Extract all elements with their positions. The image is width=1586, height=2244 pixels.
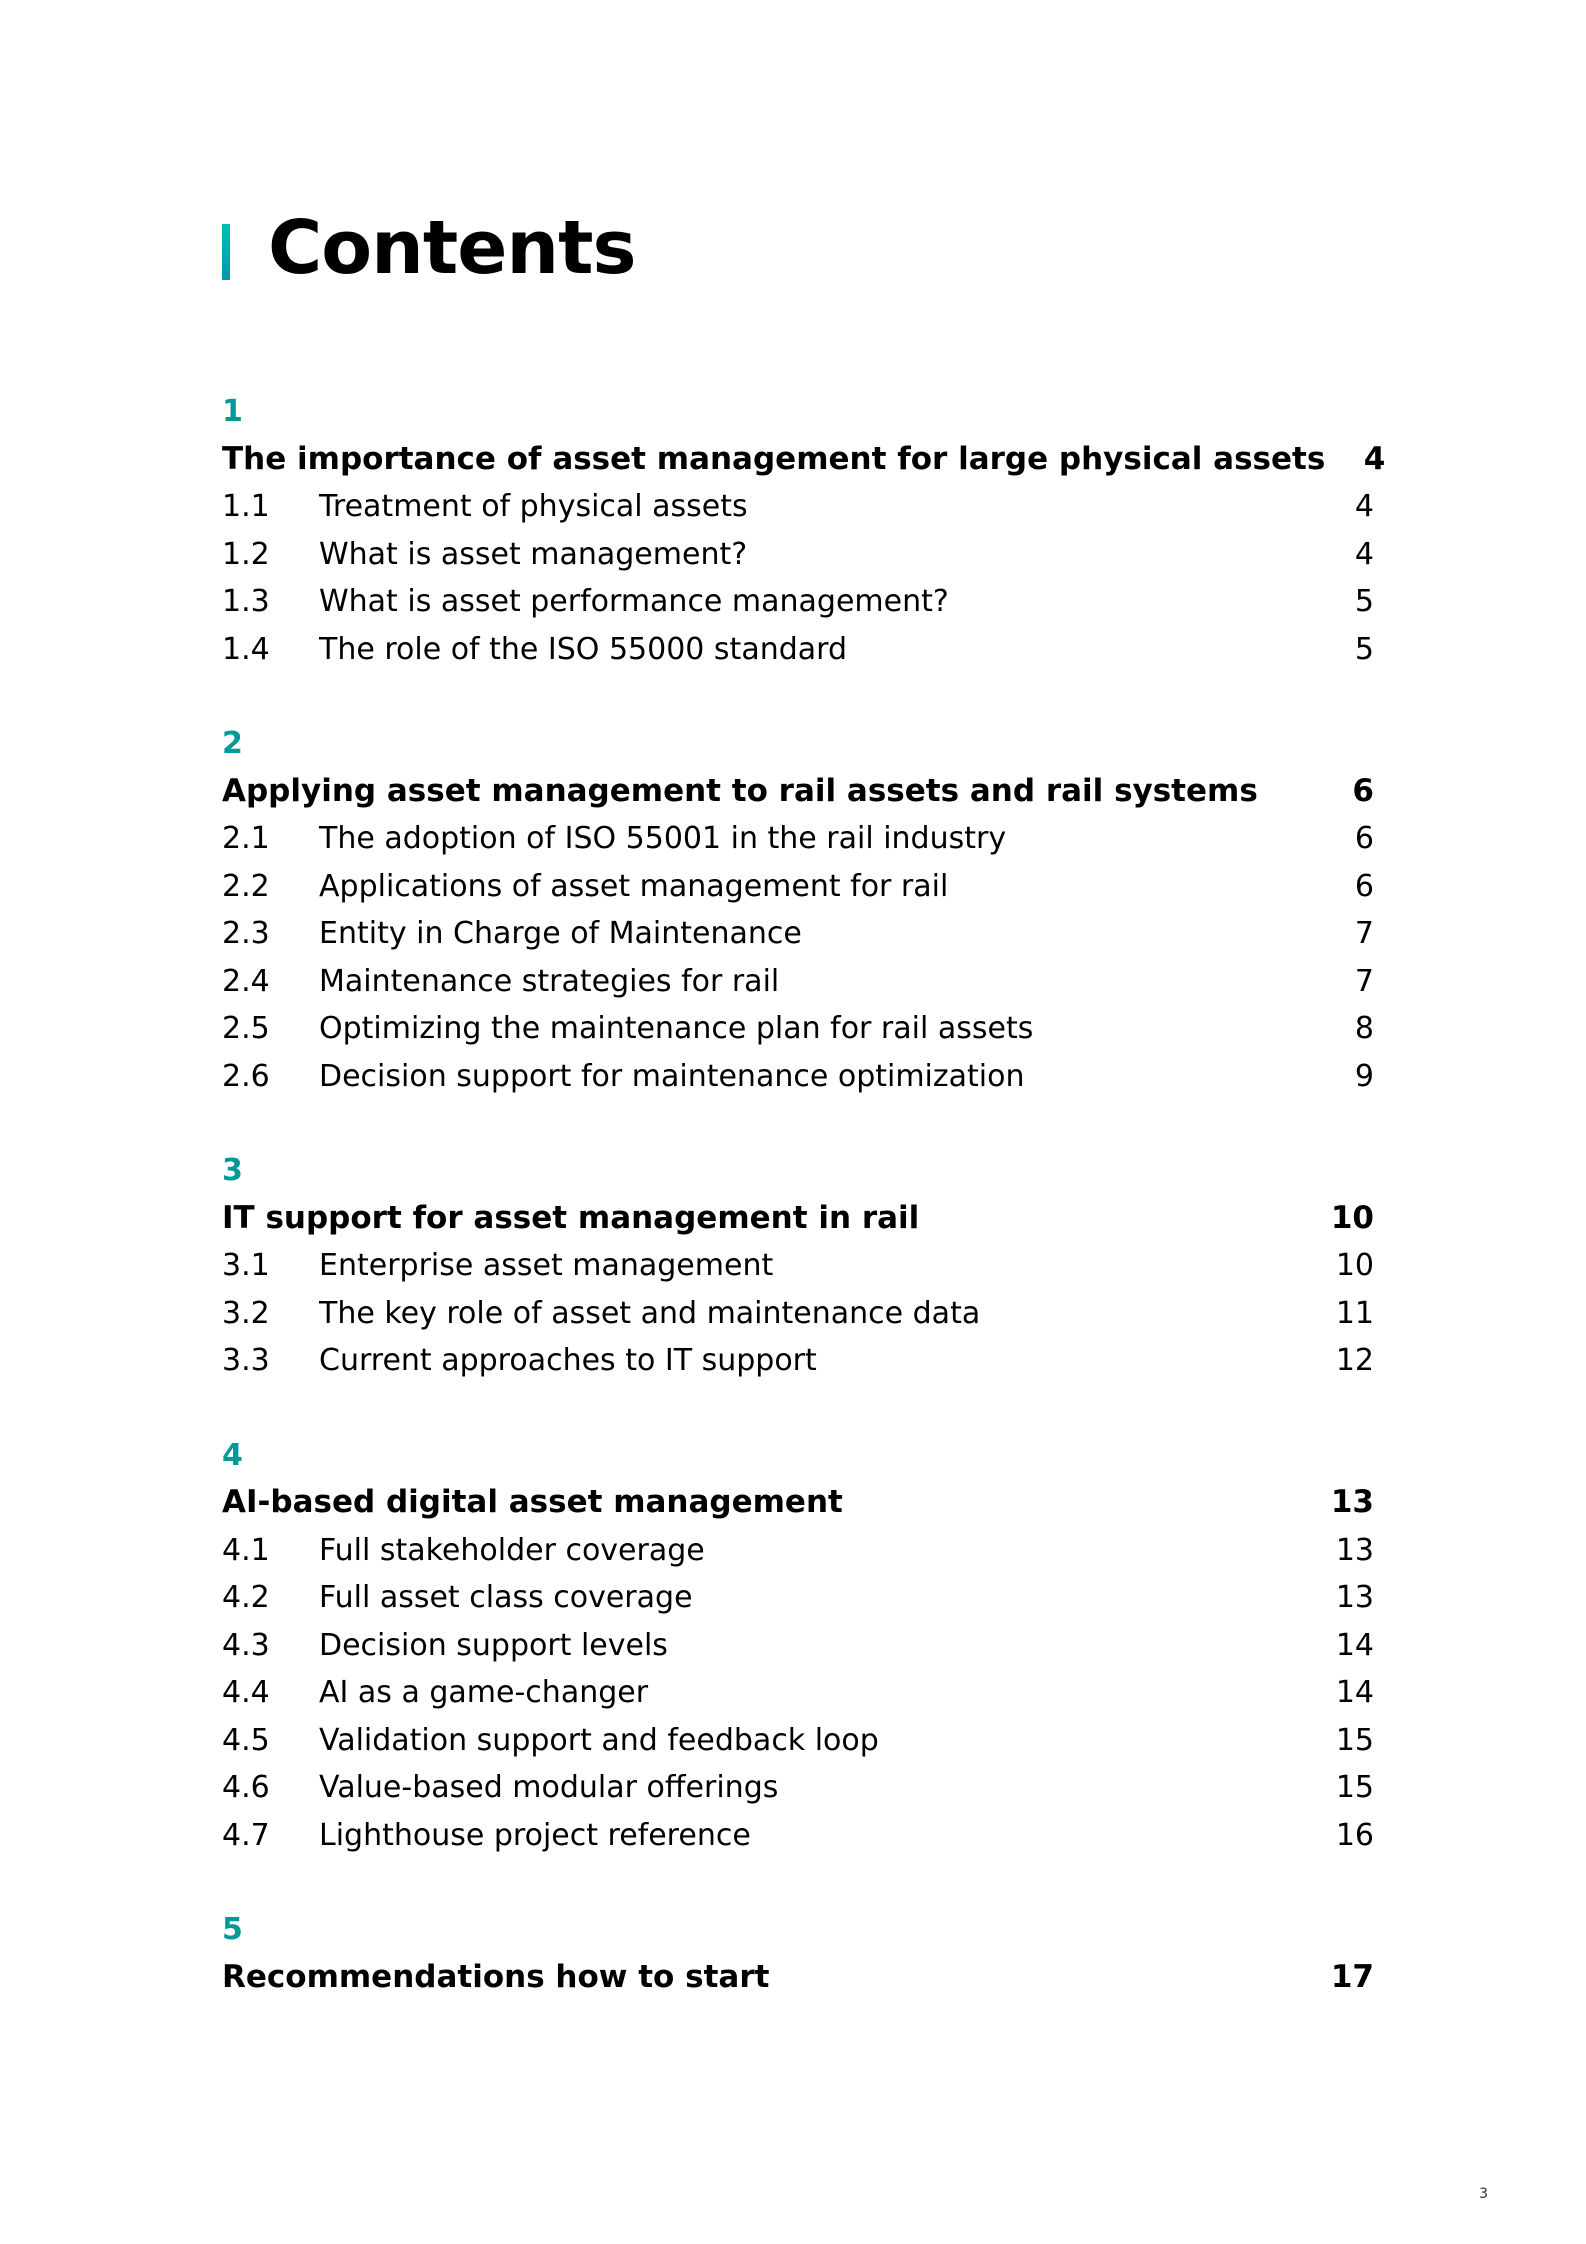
entry-number: 1.1 <box>222 489 270 524</box>
toc-entry[interactable] <box>222 1622 1374 1670</box>
entry-page-number: 13 <box>1335 1580 1374 1615</box>
entry-number: 4.7 <box>222 1817 270 1853</box>
entry-page-number: 12 <box>1335 1343 1374 1378</box>
toc-entry[interactable] <box>222 531 1374 579</box>
section-heading-row[interactable] <box>222 768 1374 816</box>
entry-page-number: 8 <box>1354 1011 1374 1046</box>
entry-page-number: 9 <box>1354 1058 1374 1094</box>
entry-number: 2.5 <box>222 1011 270 1046</box>
toc-section-1 <box>222 388 1386 673</box>
section-number: 3 <box>222 1153 243 1188</box>
entry-label: Applications of asset management for rail <box>319 868 949 904</box>
section-number: 4 <box>222 1437 243 1473</box>
entry-page-number: 15 <box>1335 1722 1374 1758</box>
entry-label: Full stakeholder coverage <box>319 1532 705 1568</box>
toc-section-3 <box>222 1147 1374 1385</box>
entry-label: Treatment of physical assets <box>319 489 748 524</box>
toc-entry[interactable] <box>222 1717 1374 1765</box>
toc-entry[interactable] <box>222 626 1374 674</box>
entry-label: Enterprise asset management <box>319 1248 774 1283</box>
section-page-number: 13 <box>1330 1484 1374 1520</box>
section-page-number: 6 <box>1352 772 1374 809</box>
entry-page-number: 6 <box>1354 868 1374 904</box>
toc-entry[interactable] <box>222 1005 1374 1053</box>
entry-number: 4.5 <box>222 1722 270 1758</box>
contents-header <box>222 205 636 291</box>
entry-number: 1.3 <box>222 584 270 619</box>
toc-entry[interactable] <box>222 1764 1374 1812</box>
entry-page-number: 7 <box>1354 963 1374 999</box>
section-page-number: 17 <box>1330 1958 1374 1995</box>
entry-number: 3.3 <box>222 1343 270 1378</box>
entry-number: 2.2 <box>222 868 270 904</box>
entry-label: Validation support and feedback loop <box>319 1722 879 1758</box>
entry-label: What is asset performance management? <box>319 584 949 619</box>
entry-number: 3.2 <box>222 1295 270 1331</box>
section-number: 1 <box>222 394 243 429</box>
toc-entry[interactable] <box>222 1242 1374 1290</box>
entry-label: The adoption of ISO 55001 in the rail industry <box>319 821 1007 856</box>
section-heading-row[interactable] <box>222 1954 1374 2002</box>
toc-section-5 <box>222 1906 1374 2001</box>
entry-number: 2.4 <box>222 963 270 999</box>
section-heading-row[interactable] <box>222 1195 1374 1243</box>
toc-section-2 <box>222 720 1374 1100</box>
entry-label: Entity in Charge of Maintenance <box>319 916 802 951</box>
toc-entry[interactable] <box>222 910 1374 958</box>
entry-label: What is asset management? <box>319 536 748 572</box>
entry-page-number: 10 <box>1335 1248 1374 1283</box>
section-heading: Recommendations how to start <box>222 1958 770 1995</box>
entry-label: The role of the ISO 55000 standard <box>319 631 847 667</box>
section-heading: AI-based digital asset management <box>222 1484 843 1520</box>
section-page-number: 10 <box>1330 1199 1374 1236</box>
entry-page-number: 14 <box>1335 1627 1374 1663</box>
entry-label: Maintenance strategies for rail <box>319 963 780 999</box>
entry-number: 2.3 <box>222 916 270 951</box>
entry-number: 4.3 <box>222 1627 270 1663</box>
entry-number: 1.2 <box>222 536 270 572</box>
entry-label: Optimizing the maintenance plan for rail assets <box>319 1011 1034 1046</box>
entry-number: 2.1 <box>222 821 270 856</box>
entry-page-number: 5 <box>1354 631 1374 667</box>
entry-page-number: 13 <box>1335 1532 1374 1568</box>
entry-page-number: 5 <box>1354 584 1374 619</box>
entry-number: 3.1 <box>222 1248 270 1283</box>
toc-entry[interactable] <box>222 1290 1374 1338</box>
entry-number: 4.6 <box>222 1770 270 1805</box>
entry-page-number: 14 <box>1335 1675 1374 1710</box>
accent-bar <box>222 224 230 280</box>
section-heading: Applying asset management to rail assets and rail systems <box>222 772 1258 809</box>
entry-label: AI as a game-changer <box>319 1675 649 1710</box>
entry-number: 4.4 <box>222 1675 270 1710</box>
toc-entry[interactable] <box>222 815 1374 863</box>
page-folio: 3 <box>1479 2186 1488 2202</box>
toc-entry[interactable] <box>222 1669 1374 1717</box>
toc-entry[interactable] <box>222 958 1374 1006</box>
entry-page-number: 4 <box>1354 536 1374 572</box>
entry-label: Full asset class coverage <box>319 1580 693 1615</box>
section-heading: IT support for asset management in rail <box>222 1199 920 1236</box>
section-number: 5 <box>222 1912 243 1947</box>
entry-label: Value-based modular offerings <box>319 1770 779 1805</box>
entry-page-number: 11 <box>1335 1295 1374 1331</box>
entry-page-number: 15 <box>1335 1770 1374 1805</box>
toc-entry[interactable] <box>222 483 1374 531</box>
entry-page-number: 4 <box>1354 489 1374 524</box>
entry-page-number: 6 <box>1354 821 1374 856</box>
entry-label: Lighthouse project reference <box>319 1817 751 1853</box>
entry-number: 1.4 <box>222 631 270 667</box>
toc-entry[interactable] <box>222 1053 1374 1101</box>
entry-label: Current approaches to IT support <box>319 1343 817 1378</box>
section-heading-row[interactable] <box>222 436 1386 484</box>
toc-section-4 <box>222 1432 1374 1860</box>
entry-number: 4.1 <box>222 1532 270 1568</box>
entry-number: 2.6 <box>222 1058 270 1094</box>
toc-entry[interactable] <box>222 578 1374 626</box>
page-title: Contents <box>268 205 636 291</box>
toc-entry[interactable] <box>222 863 1374 911</box>
table-of-contents <box>222 388 1386 2048</box>
section-heading: The importance of asset management for large physical assets <box>222 440 1326 477</box>
entry-label: Decision support for maintenance optimization <box>319 1058 1025 1094</box>
entry-number: 4.2 <box>222 1580 270 1615</box>
toc-entry[interactable] <box>222 1574 1374 1622</box>
toc-entry[interactable] <box>222 1812 1374 1860</box>
section-page-number: 4 <box>1363 440 1386 477</box>
entry-label: The key role of asset and maintenance data <box>319 1295 981 1331</box>
entry-page-number: 7 <box>1354 916 1374 951</box>
entry-label: Decision support levels <box>319 1627 668 1663</box>
toc-entry[interactable] <box>222 1527 1374 1575</box>
section-number: 2 <box>222 726 243 761</box>
toc-entry[interactable] <box>222 1337 1374 1385</box>
section-heading-row[interactable] <box>222 1479 1374 1527</box>
entry-page-number: 16 <box>1335 1817 1374 1853</box>
